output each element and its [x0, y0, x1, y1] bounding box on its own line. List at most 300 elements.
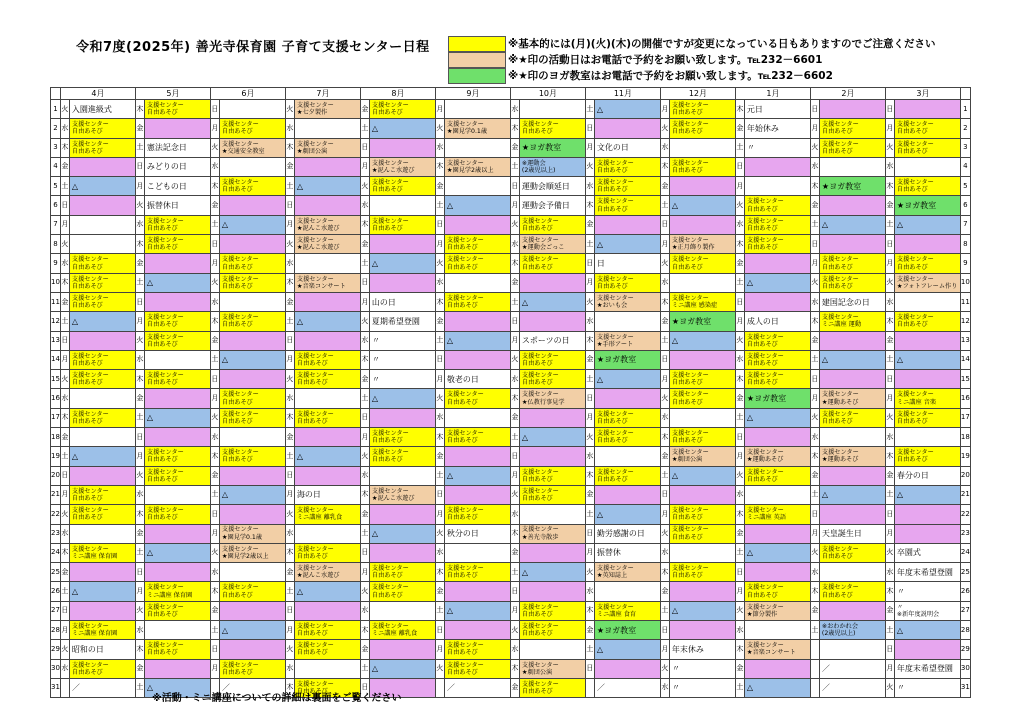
- event-cell: [894, 601, 960, 620]
- event-cell: [69, 408, 135, 427]
- event-cell: [369, 157, 435, 176]
- event-cell: [219, 235, 285, 254]
- event-title: ※おわかれ会: [821, 622, 859, 630]
- event-detail: ミニ講座 感染症: [671, 302, 718, 310]
- event-cell: [819, 466, 885, 485]
- weekday-cell: 木: [135, 235, 144, 254]
- weekday-cell: 木: [885, 177, 894, 196]
- event-title: 支援センター: [746, 217, 784, 225]
- event-title: 支援センター: [596, 294, 634, 302]
- event-cell: [444, 254, 510, 273]
- weekday-cell: 日: [810, 100, 819, 119]
- event-detail: 自由あそび: [746, 475, 778, 483]
- weekday-cell: 日: [735, 292, 744, 311]
- event-cell: [369, 447, 435, 466]
- event-cell: [594, 485, 660, 504]
- weekday-cell: 月: [885, 254, 894, 273]
- event-cell: [444, 350, 510, 369]
- day-number-right: 16: [960, 389, 970, 408]
- event-cell: [444, 157, 510, 176]
- event-detail: 自由あそび: [71, 282, 103, 290]
- event-cell: [519, 485, 585, 504]
- event-cell: [669, 563, 735, 582]
- event-cell: [294, 505, 360, 524]
- event-detail: 自由あそび: [446, 649, 478, 657]
- event-cell: [144, 312, 210, 331]
- event-title: 支援センター: [821, 275, 859, 283]
- event-cell: [69, 273, 135, 292]
- event-title: 支援センター: [521, 256, 559, 264]
- event-cell: [294, 601, 360, 620]
- event-title: 支援センター: [896, 140, 934, 148]
- event-cell: [444, 215, 510, 234]
- weekday-cell: 金: [135, 119, 144, 138]
- day-row: [51, 196, 971, 215]
- event-cell: [219, 563, 285, 582]
- event-detail: 自由あそび: [821, 552, 853, 560]
- event-cell: [444, 485, 510, 504]
- event-cell: [669, 543, 735, 562]
- weekday-cell: 木: [360, 485, 369, 504]
- event-title: 支援センター: [896, 410, 934, 418]
- weekday-cell: 月: [60, 621, 69, 640]
- event-cell: [294, 350, 360, 369]
- event-cell: [894, 428, 960, 447]
- event-detail: 自由あそび: [446, 263, 478, 271]
- month-header: 5月: [135, 88, 210, 100]
- event-cell: [819, 273, 885, 292]
- event-title: 支援センター: [896, 179, 934, 187]
- day-row: [51, 254, 971, 273]
- event-cell: △: [594, 235, 660, 254]
- weekday-cell: 日: [885, 505, 894, 524]
- event-cell: [369, 196, 435, 215]
- weekday-cell: 土: [435, 331, 444, 350]
- event-title: 支援センター: [821, 545, 859, 553]
- event-detail: ミニ講座 音楽: [896, 398, 937, 406]
- event-cell: [669, 292, 735, 311]
- event-title: 支援センター: [296, 140, 334, 148]
- weekday-cell: 水: [210, 292, 219, 311]
- day-row: [51, 157, 971, 176]
- event-cell: [519, 466, 585, 485]
- event-cell: △: [69, 447, 135, 466]
- event-detail: 自由あそび: [896, 128, 928, 136]
- legend-swatch-yellow: [448, 36, 506, 52]
- event-cell: [744, 582, 810, 601]
- event-detail: 自由あそび: [671, 379, 703, 387]
- weekday-cell: 火: [885, 408, 894, 427]
- event-title: 支援センター: [146, 642, 184, 650]
- event-cell: △: [894, 350, 960, 369]
- event-cell: [519, 678, 585, 697]
- event-cell: [294, 659, 360, 678]
- event-cell: [669, 524, 735, 543]
- day-row: [51, 640, 971, 659]
- weekday-cell: 月: [660, 505, 669, 524]
- event-title: 支援センター: [146, 217, 184, 225]
- weekday-cell: 日: [885, 640, 894, 659]
- event-title: 支援センター: [71, 121, 109, 129]
- event-cell: △: [519, 292, 585, 311]
- event-cell: 成人の日: [744, 312, 810, 331]
- event-cell: [819, 640, 885, 659]
- event-detail: 自由あそび: [596, 282, 628, 290]
- event-detail: 自由あそび: [446, 514, 478, 522]
- weekday-cell: 日: [885, 370, 894, 389]
- weekday-cell: 月: [885, 659, 894, 678]
- event-title: 支援センター: [221, 545, 259, 553]
- event-cell: [744, 350, 810, 369]
- weekday-cell: 火: [810, 543, 819, 562]
- event-cell: [519, 389, 585, 408]
- event-detail: 自由あそび: [296, 630, 328, 638]
- weekday-cell: 金: [285, 157, 294, 176]
- event-cell: [219, 100, 285, 119]
- event-cell: [744, 485, 810, 504]
- event-detail: ★劇団公演: [671, 456, 703, 464]
- event-cell: 敬老の日: [444, 370, 510, 389]
- weekday-cell: 火: [660, 659, 669, 678]
- event-title: 支援センター: [671, 449, 709, 457]
- day-number-right: 29: [960, 640, 970, 659]
- weekday-cell: 月: [810, 254, 819, 273]
- weekday-cell: 火: [285, 505, 294, 524]
- weekday-cell: 水: [210, 157, 219, 176]
- event-cell: △: [594, 100, 660, 119]
- weekday-cell: 木: [285, 543, 294, 562]
- weekday-cell: 木: [810, 447, 819, 466]
- day-number-right: 25: [960, 563, 970, 582]
- event-cell: △: [294, 312, 360, 331]
- weekday-cell: 水: [285, 254, 294, 273]
- event-title: 支援センター: [821, 584, 859, 592]
- weekday-cell: 木: [60, 543, 69, 562]
- event-detail: ミニ講座 英語: [746, 514, 787, 522]
- weekday-cell: 金: [810, 601, 819, 620]
- schedule-table: [50, 87, 971, 698]
- event-title: 支援センター: [896, 121, 934, 129]
- event-cell: △: [744, 543, 810, 562]
- day-number: 11: [51, 292, 61, 311]
- day-number: 2: [51, 119, 61, 138]
- weekday-cell: 木: [510, 119, 519, 138]
- weekday-cell: 金: [510, 138, 519, 157]
- weekday-cell: 木: [660, 428, 669, 447]
- weekday-cell: 水: [60, 254, 69, 273]
- day-number: 5: [51, 177, 61, 196]
- weekday-cell: 月: [660, 235, 669, 254]
- event-title: 支援センター: [821, 314, 859, 322]
- event-cell: [894, 119, 960, 138]
- event-detail: 自由あそび: [671, 109, 703, 117]
- event-title: 支援センター: [221, 275, 259, 283]
- event-cell: [369, 466, 435, 485]
- event-detail: 自由あそび: [371, 224, 403, 232]
- event-detail: ミニ講座 保育園: [71, 630, 118, 638]
- weekday-cell: 土: [885, 485, 894, 504]
- day-number-right: 23: [960, 524, 970, 543]
- weekday-cell: 火: [735, 331, 744, 350]
- day-row: [51, 273, 971, 292]
- event-cell: ／: [594, 678, 660, 697]
- event-cell: [369, 485, 435, 504]
- weekday-cell: 火: [210, 543, 219, 562]
- event-cell: △: [219, 485, 285, 504]
- event-cell: △: [369, 389, 435, 408]
- event-detail: 自由あそび: [671, 533, 703, 541]
- weekday-cell: 水: [810, 563, 819, 582]
- legend-swatch-tan: [448, 52, 506, 68]
- weekday-cell: 金: [660, 177, 669, 196]
- event-cell: [519, 524, 585, 543]
- day-row: [51, 100, 971, 119]
- event-detail: 自由あそび: [596, 437, 628, 445]
- event-cell: [519, 215, 585, 234]
- weekday-cell: 金: [660, 312, 669, 331]
- event-cell: △: [744, 678, 810, 697]
- weekday-cell: 金: [810, 466, 819, 485]
- weekday-cell: 金: [585, 485, 594, 504]
- weekday-cell: 火: [285, 370, 294, 389]
- weekday-cell: 月: [660, 100, 669, 119]
- weekday-cell: 木: [285, 408, 294, 427]
- event-cell: [819, 119, 885, 138]
- event-title: 支援センター: [71, 487, 109, 495]
- weekday-cell: 水: [885, 428, 894, 447]
- weekday-cell: 土: [585, 370, 594, 389]
- weekday-cell: 水: [585, 177, 594, 196]
- weekday-cell: 木: [585, 601, 594, 620]
- weekday-cell: 土: [360, 524, 369, 543]
- event-cell: [444, 312, 510, 331]
- weekday-cell: 金: [735, 389, 744, 408]
- event-cell: [294, 563, 360, 582]
- weekday-cell: 金: [360, 505, 369, 524]
- weekday-cell: 木: [585, 466, 594, 485]
- weekday-cell: 月: [735, 582, 744, 601]
- day-number-right: 15: [960, 370, 970, 389]
- event-detail: 自由あそび: [446, 244, 478, 252]
- event-cell: [594, 447, 660, 466]
- event-cell: [519, 447, 585, 466]
- day-number-right: 21: [960, 485, 970, 504]
- weekday-cell: 木: [735, 505, 744, 524]
- weekday-cell: 日: [585, 254, 594, 273]
- event-cell: [594, 601, 660, 620]
- weekday-cell: 水: [510, 100, 519, 119]
- weekday-cell: 木: [735, 235, 744, 254]
- weekday-cell: 土: [510, 157, 519, 176]
- weekday-cell: 水: [810, 428, 819, 447]
- event-cell: [594, 659, 660, 678]
- event-detail: ★園見学0.1歳: [221, 533, 263, 541]
- event-cell: [369, 582, 435, 601]
- event-cell: [294, 273, 360, 292]
- event-title: 支援センター: [671, 372, 709, 380]
- event-cell: [669, 621, 735, 640]
- day-number-right: 30: [960, 659, 970, 678]
- weekday-cell: 火: [285, 640, 294, 659]
- event-title: 支援センター: [296, 680, 334, 688]
- event-cell: [594, 157, 660, 176]
- weekday-cell: 金: [510, 408, 519, 427]
- event-cell: [819, 370, 885, 389]
- event-cell: 振替休: [594, 543, 660, 562]
- event-cell: [219, 524, 285, 543]
- event-cell: [219, 138, 285, 157]
- weekday-cell: 水: [135, 621, 144, 640]
- event-cell: [594, 582, 660, 601]
- event-cell: [669, 370, 735, 389]
- event-cell: [744, 292, 810, 311]
- event-cell: [669, 350, 735, 369]
- event-title: 支援センター: [371, 622, 409, 630]
- event-title: 支援センター: [371, 449, 409, 457]
- weekday-cell: 金: [135, 254, 144, 273]
- event-title: 支援センター: [371, 101, 409, 109]
- weekday-cell: 月: [435, 505, 444, 524]
- event-cell: [219, 428, 285, 447]
- event-detail: 自由あそび: [746, 340, 778, 348]
- day-number-right: 8: [960, 235, 970, 254]
- event-cell: 〃: [894, 582, 960, 601]
- day-number: 28: [51, 621, 61, 640]
- event-cell: [819, 254, 885, 273]
- event-title: 支援センター: [521, 603, 559, 611]
- event-cell: [294, 235, 360, 254]
- day-row: [51, 292, 971, 311]
- event-cell: [519, 640, 585, 659]
- event-detail: 自由あそび: [746, 224, 778, 232]
- weekday-cell: 土: [885, 621, 894, 640]
- event-title: 支援センター: [221, 391, 259, 399]
- event-title: 支援センター: [221, 526, 259, 534]
- event-title: 支援センター: [296, 352, 334, 360]
- event-cell: [144, 524, 210, 543]
- event-detail: 自由あそび: [71, 263, 103, 271]
- event-title: 支援センター: [221, 140, 259, 148]
- event-title: 支援センター: [371, 159, 409, 167]
- event-detail: 自由あそび: [821, 263, 853, 271]
- event-cell: [144, 331, 210, 350]
- day-row: [51, 350, 971, 369]
- event-cell: [69, 621, 135, 640]
- weekday-cell: 水: [360, 331, 369, 350]
- weekday-cell: 水: [810, 292, 819, 311]
- weekday-cell: [810, 640, 819, 659]
- event-cell: ★ヨガ教室: [744, 389, 810, 408]
- event-cell: [219, 447, 285, 466]
- weekday-cell: 火: [510, 350, 519, 369]
- event-title: 支援センター: [371, 565, 409, 573]
- event-detail: 自由あそび: [146, 379, 178, 387]
- event-cell: [819, 331, 885, 350]
- event-title: 支援センター: [71, 294, 109, 302]
- event-cell: [219, 582, 285, 601]
- day-row: [51, 215, 971, 234]
- event-cell: [219, 543, 285, 562]
- event-title: 支援センター: [896, 391, 934, 399]
- event-title: 支援センター: [596, 468, 634, 476]
- event-cell: [69, 466, 135, 485]
- weekday-cell: 火: [435, 254, 444, 273]
- event-cell: [369, 235, 435, 254]
- event-detail: 自由あそび: [146, 321, 178, 329]
- weekday-cell: 水: [660, 138, 669, 157]
- weekday-cell: 日: [360, 138, 369, 157]
- weekday-cell: 火: [810, 138, 819, 157]
- event-cell: 天皇誕生日: [819, 524, 885, 543]
- event-cell: みどりの日: [144, 157, 210, 176]
- weekday-cell: 木: [810, 177, 819, 196]
- event-cell: [69, 659, 135, 678]
- event-cell: △: [369, 524, 435, 543]
- event-detail: 自由あそび: [521, 630, 553, 638]
- weekday-cell: 水: [435, 273, 444, 292]
- event-detail: 自由あそび: [446, 668, 478, 676]
- weekday-cell: 土: [435, 466, 444, 485]
- event-cell: [294, 428, 360, 447]
- weekday-cell: 日: [810, 505, 819, 524]
- event-cell: [669, 447, 735, 466]
- event-cell: [69, 254, 135, 273]
- weekday-cell: 水: [585, 312, 594, 331]
- weekday-cell: 金: [135, 389, 144, 408]
- event-detail: ミニ講座 保育園: [146, 591, 193, 599]
- weekday-cell: 水: [135, 350, 144, 369]
- event-detail: ★七夕製作: [296, 109, 328, 117]
- event-detail: 自由あそび: [821, 591, 853, 599]
- event-title: 支援センター: [746, 237, 784, 245]
- event-cell: [594, 215, 660, 234]
- event-cell: [69, 350, 135, 369]
- event-cell: 秋分の日: [444, 524, 510, 543]
- event-title: 支援センター: [146, 603, 184, 611]
- event-detail: 自由あそび: [146, 109, 178, 117]
- event-cell: [294, 138, 360, 157]
- weekday-cell: 日: [60, 601, 69, 620]
- event-cell: [669, 273, 735, 292]
- day-row: [51, 447, 971, 466]
- weekday-cell: 日: [360, 273, 369, 292]
- event-title: 支援センター: [671, 429, 709, 437]
- event-detail: 自由あそび: [221, 282, 253, 290]
- event-cell: [594, 292, 660, 311]
- day-number-right: 28: [960, 621, 970, 640]
- event-cell: △: [144, 678, 210, 697]
- weekday-cell: 火: [735, 196, 744, 215]
- event-title: 支援センター: [746, 584, 784, 592]
- event-title: 支援センター: [146, 584, 184, 592]
- weekday-cell: 金: [510, 543, 519, 562]
- weekday-cell: 水: [735, 350, 744, 369]
- weekday-cell: 土: [735, 408, 744, 427]
- weekday-cell: 金: [885, 466, 894, 485]
- event-cell: [894, 505, 960, 524]
- weekday-cell: 月: [885, 119, 894, 138]
- day-row: [51, 524, 971, 543]
- event-cell: [744, 621, 810, 640]
- weekday-cell: 火: [285, 100, 294, 119]
- event-cell: [144, 292, 210, 311]
- weekday-cell: 日: [135, 157, 144, 176]
- weekday-cell: 木: [435, 292, 444, 311]
- weekday-cell: 水: [885, 292, 894, 311]
- weekday-cell: 土: [510, 428, 519, 447]
- event-cell: [519, 601, 585, 620]
- event-cell: [369, 100, 435, 119]
